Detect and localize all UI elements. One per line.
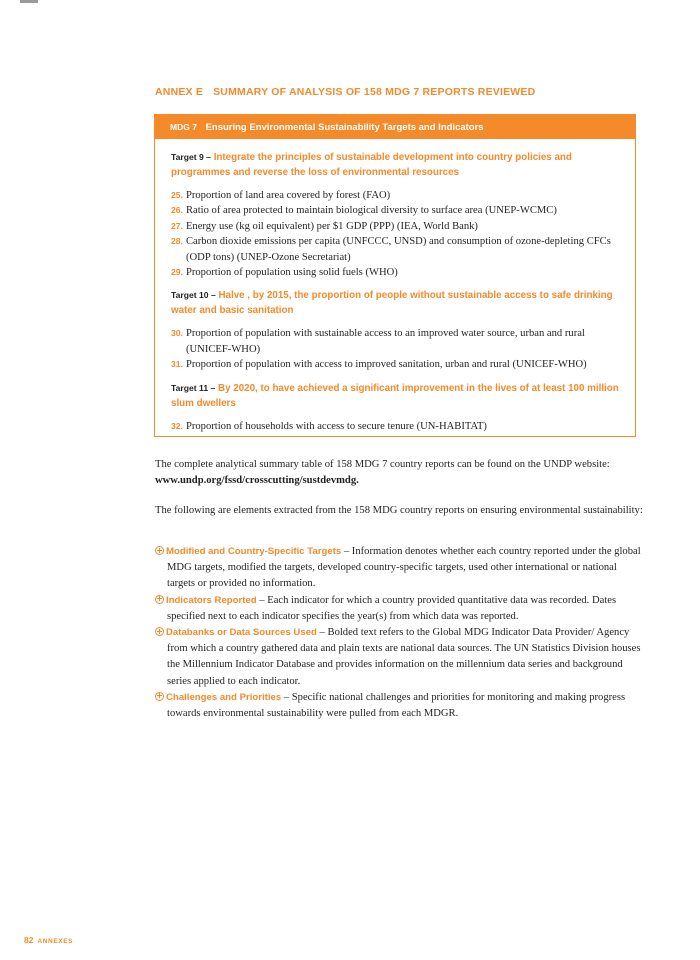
bullet-text: – Each indicator for which a country provided quantitative data was recorded. Dates specified next to each indicator specifies the year(s) from which data was reported. (167, 594, 617, 622)
indicator-number: 32. (171, 420, 183, 431)
target-11-heading (171, 381, 623, 411)
indicator-number: 26. (171, 205, 183, 216)
page-number: 82 (24, 935, 34, 945)
bullet-item (155, 593, 645, 625)
target-label: Target 11 – (171, 382, 216, 393)
indicator-item (171, 219, 623, 234)
indicator-text: Proportion of population with sustainable access to an improved water source, urban and rural (UNICEF-WHO) (185, 328, 585, 355)
page-footer (24, 930, 73, 948)
indicator-text: Proportion of population with access to improved sanitation, urban and rural (UNICEF-WHO) (185, 359, 587, 371)
indicator-item (171, 419, 623, 434)
indicator-text: Proportion of land area covered by forest (FAO) (185, 190, 391, 201)
bullet-item (155, 544, 645, 593)
indicator-number: 30. (171, 328, 183, 339)
corner-crop-mark (20, 0, 38, 3)
bullet-text: – Bolded text refers to the Global MDG Indicator Data Provider/ Agency from which a country gathered data and plain texts are national data sources. The UN Statistics Division houses the Millennium Indicator Database and provides information on the millennium data series and background series applied to each indicator. (167, 627, 641, 687)
indicator-number: 25. (171, 190, 183, 200)
indicator-item (171, 234, 623, 265)
indicator-number: 28. (171, 236, 183, 247)
annex-heading (155, 86, 535, 98)
target-label: Target 10 – (171, 290, 216, 301)
annex-title: SUMMARY OF ANALYSIS OF 158 MDG 7 REPORTS REVIEWED (213, 86, 536, 98)
undp-website-link[interactable]: www.undp.org/fssd/crosscutting/sustdevmdg. (155, 475, 359, 487)
target-10-indicator-list (171, 326, 623, 372)
box-header-label: MDG 7 (170, 122, 197, 132)
box-body (155, 150, 635, 434)
summary-table-paragraph (155, 457, 645, 489)
bullet-term: Indicators Reported (166, 594, 257, 606)
indicator-item (171, 326, 623, 357)
indicator-number: 29. (171, 267, 183, 278)
bullet-term: Challenges and Priorities (166, 691, 282, 703)
mdg7-targets-box (154, 114, 636, 437)
plus-circle-icon (155, 692, 164, 701)
annex-label: ANNEX E (155, 86, 204, 98)
indicator-number: 27. (171, 220, 183, 231)
bullet-item (155, 690, 645, 722)
indicator-text: Proportion of population using solid fuels (WHO) (185, 267, 398, 279)
indicator-text: Carbon dioxide emissions per capita (UNFCCC, UNSD) and consumption of ozone-depleting CFCs (ODP tons) (UNEP-Ozone Secretariat) (185, 236, 611, 263)
target-text: Integrate the principles of sustainable development into country policies and programmes and reverse the loss of environmental resources (171, 152, 572, 178)
indicator-item (171, 188, 623, 203)
target-9-indicator-list (171, 188, 623, 280)
bullet-term: Modified and Country-Specific Targets (166, 546, 342, 557)
indicator-item (171, 357, 623, 372)
indicator-item (171, 265, 623, 280)
bullet-item (155, 625, 645, 690)
elements-bullet-list (155, 544, 645, 722)
indicator-text: Ratio of area protected to maintain biological diversity to surface area (UNEP-WCMC) (185, 205, 557, 217)
bullet-text: – Information denotes whether each country reported under the global MDG targets, modified the targets, developed country-specific targets, used other international or national targets or provided no information. (167, 546, 641, 590)
elements-intro-paragraph: The following are elements extracted from the 158 MDG country reports on ensuring environmental sustainability: (155, 505, 643, 516)
bullet-text: – Specific national challenges and priorities for monitoring and making progress towards environmental sustainability were pulled from each MDGR. (167, 691, 626, 720)
target-label: Target 9 – (171, 152, 211, 162)
plus-circle-icon (155, 627, 164, 636)
target-text: By 2020, to have achieved a significant improvement in the lives of at least 100 million slum dwellers (171, 382, 619, 409)
indicator-number: 31. (171, 359, 183, 370)
target-9-heading (171, 150, 623, 180)
target-10-heading (171, 288, 623, 318)
indicator-text: Proportion of households with access to secure tenure (UN-HABITAT) (185, 420, 487, 432)
indicator-item (171, 203, 623, 218)
target-11-indicator-list (171, 419, 623, 434)
box-header-title: Ensuring Environmental Sustainability Targets and Indicators (205, 122, 484, 133)
bullet-term: Databanks or Data Sources Used (166, 627, 317, 639)
plus-circle-icon (155, 546, 164, 555)
summary-table-text: The complete analytical summary table of 158 MDG 7 country reports can be found on the UNDP website: (155, 459, 610, 470)
footer-section-label: ANNEXES (37, 938, 74, 945)
plus-circle-icon (155, 595, 164, 604)
indicator-text: Energy use (kg oil equivalent) per $1 GDP (PPP) (IEA, World Bank) (185, 220, 478, 232)
box-header (155, 115, 635, 139)
target-text: Halve , by 2015, the proportion of people without sustainable access to safe drinking water and basic sanitation (171, 290, 613, 317)
